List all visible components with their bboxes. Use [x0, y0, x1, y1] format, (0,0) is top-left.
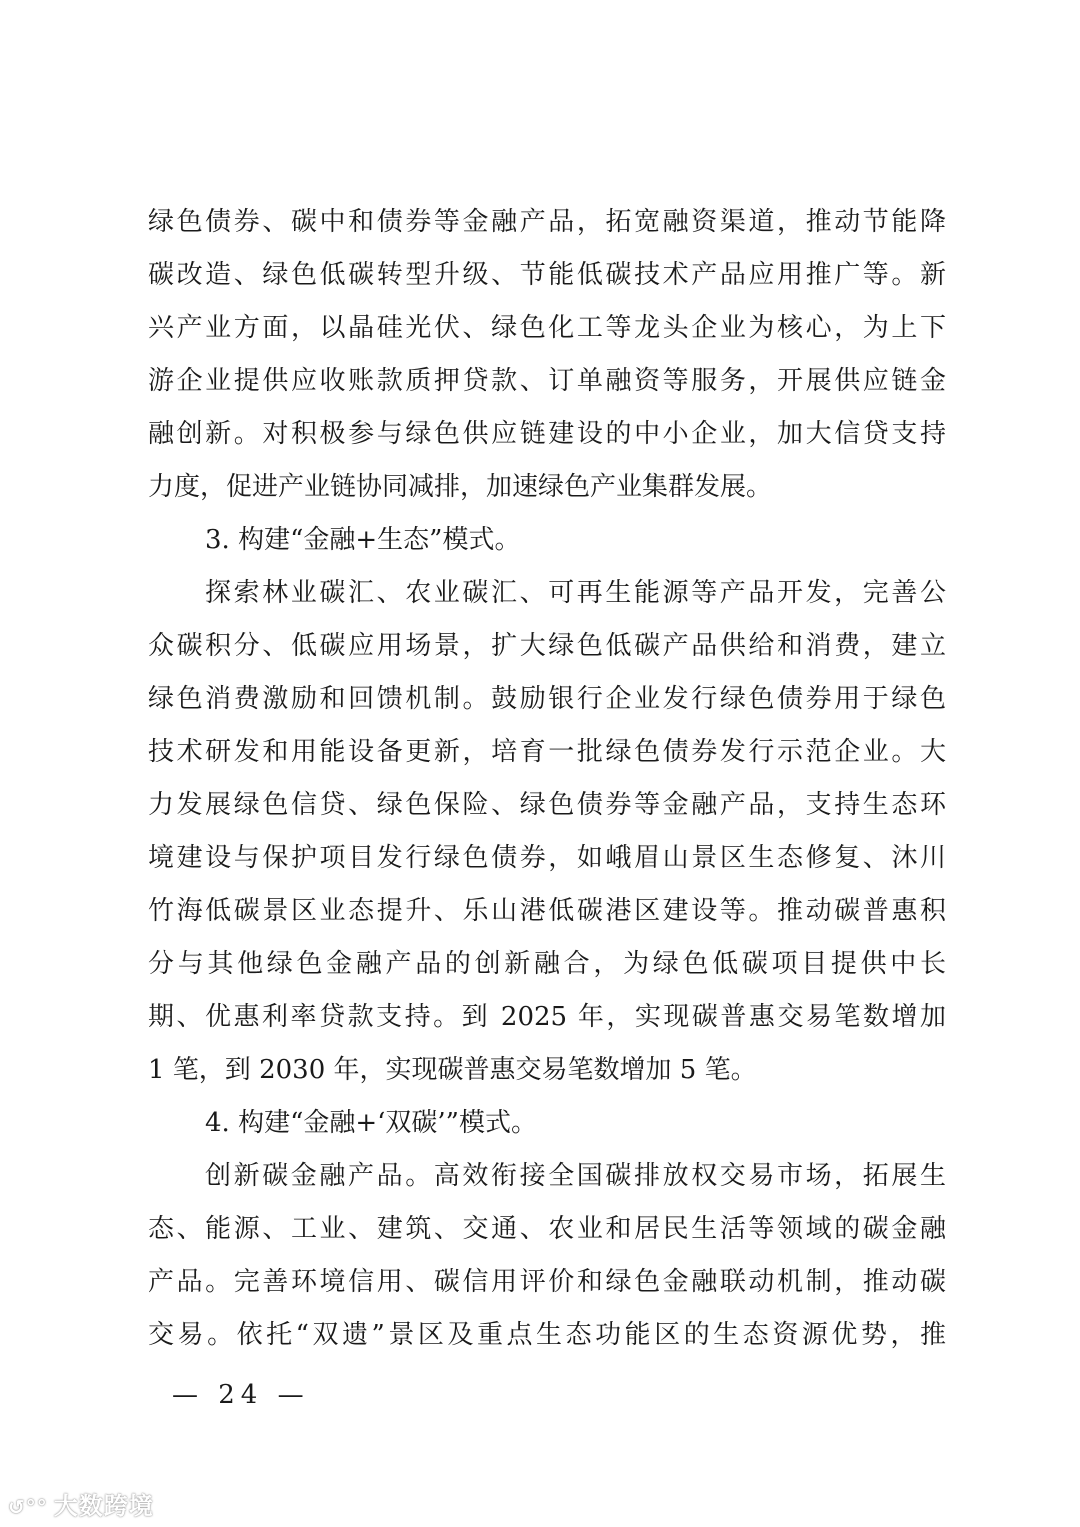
text-line: 碳改造、绿色低碳转型升级、节能低碳技术产品应用推广等。新 [148, 260, 946, 290]
text-line: 3. 构建“金融+生态”模式。 [205, 525, 521, 555]
text-line: 众碳积分、低碳应用场景，扩大绿色低碳产品供给和消费，建立 [148, 631, 946, 661]
page-number: — 24 — [172, 1380, 310, 1410]
text-line: 力发展绿色信贷、绿色保险、绿色债券等金融产品，支持生态环 [148, 790, 946, 820]
text-line: 游企业提供应收账款质押贷款、订单融资等服务，开展供应链金 [148, 366, 946, 396]
watermark [8, 1486, 154, 1521]
text-line: 境建设与保护项目发行绿色债券，如峨眉山景区生态修复、沐川 [148, 843, 946, 873]
text-line: 产品。完善环境信用、碳信用评价和绿色金融联动机制，推动碳 [148, 1267, 946, 1297]
watermark-text: 大数跨境 [53, 1492, 154, 1520]
text-line: 绿色债券、碳中和债券等金融产品，拓宽融资渠道，推动节能降 [148, 207, 946, 237]
text-line: 期、优惠利率贷款支持。到 2025 年，实现碳普惠交易笔数增加 [148, 1002, 946, 1032]
text-line: 力度，促进产业链协同减排，加速绿色产业集群发展。 [148, 472, 773, 502]
text-line: 技术研发和用能设备更新，培育一批绿色债券发行示范企业。大 [148, 737, 946, 767]
text-line: 融创新。对积极参与绿色供应链建设的中小企业，加大信贷支持 [148, 419, 946, 449]
text-line: 竹海低碳景区业态提升、乐山港低碳港区建设等。推动碳普惠积 [148, 896, 946, 926]
text-line: 4. 构建“金融+‘双碳’”模式。 [205, 1108, 537, 1138]
text-line: 创新碳金融产品。高效衔接全国碳排放权交易市场，拓展生 [205, 1161, 946, 1191]
watermark-logo-icon: ↺°° [8, 1495, 48, 1519]
text-line: 分与其他绿色金融产品的创新融合，为绿色低碳项目提供中长 [148, 949, 946, 979]
text-line: 探索林业碳汇、农业碳汇、可再生能源等产品开发，完善公 [205, 578, 946, 608]
text-line: 交易。依托“双遗”景区及重点生态功能区的生态资源优势，推 [148, 1320, 946, 1350]
text-line: 兴产业方面，以晶硅光伏、绿色化工等龙头企业为核心，为上下 [148, 313, 946, 343]
text-line: 态、能源、工业、建筑、交通、农业和居民生活等领域的碳金融 [148, 1214, 946, 1244]
text-line: 1 笔，到 2030 年，实现碳普惠交易笔数增加 5 笔。 [148, 1055, 757, 1085]
document-body [148, 196, 946, 1362]
text-line: 绿色消费激励和回馈机制。鼓励银行企业发行绿色债券用于绿色 [148, 684, 946, 714]
